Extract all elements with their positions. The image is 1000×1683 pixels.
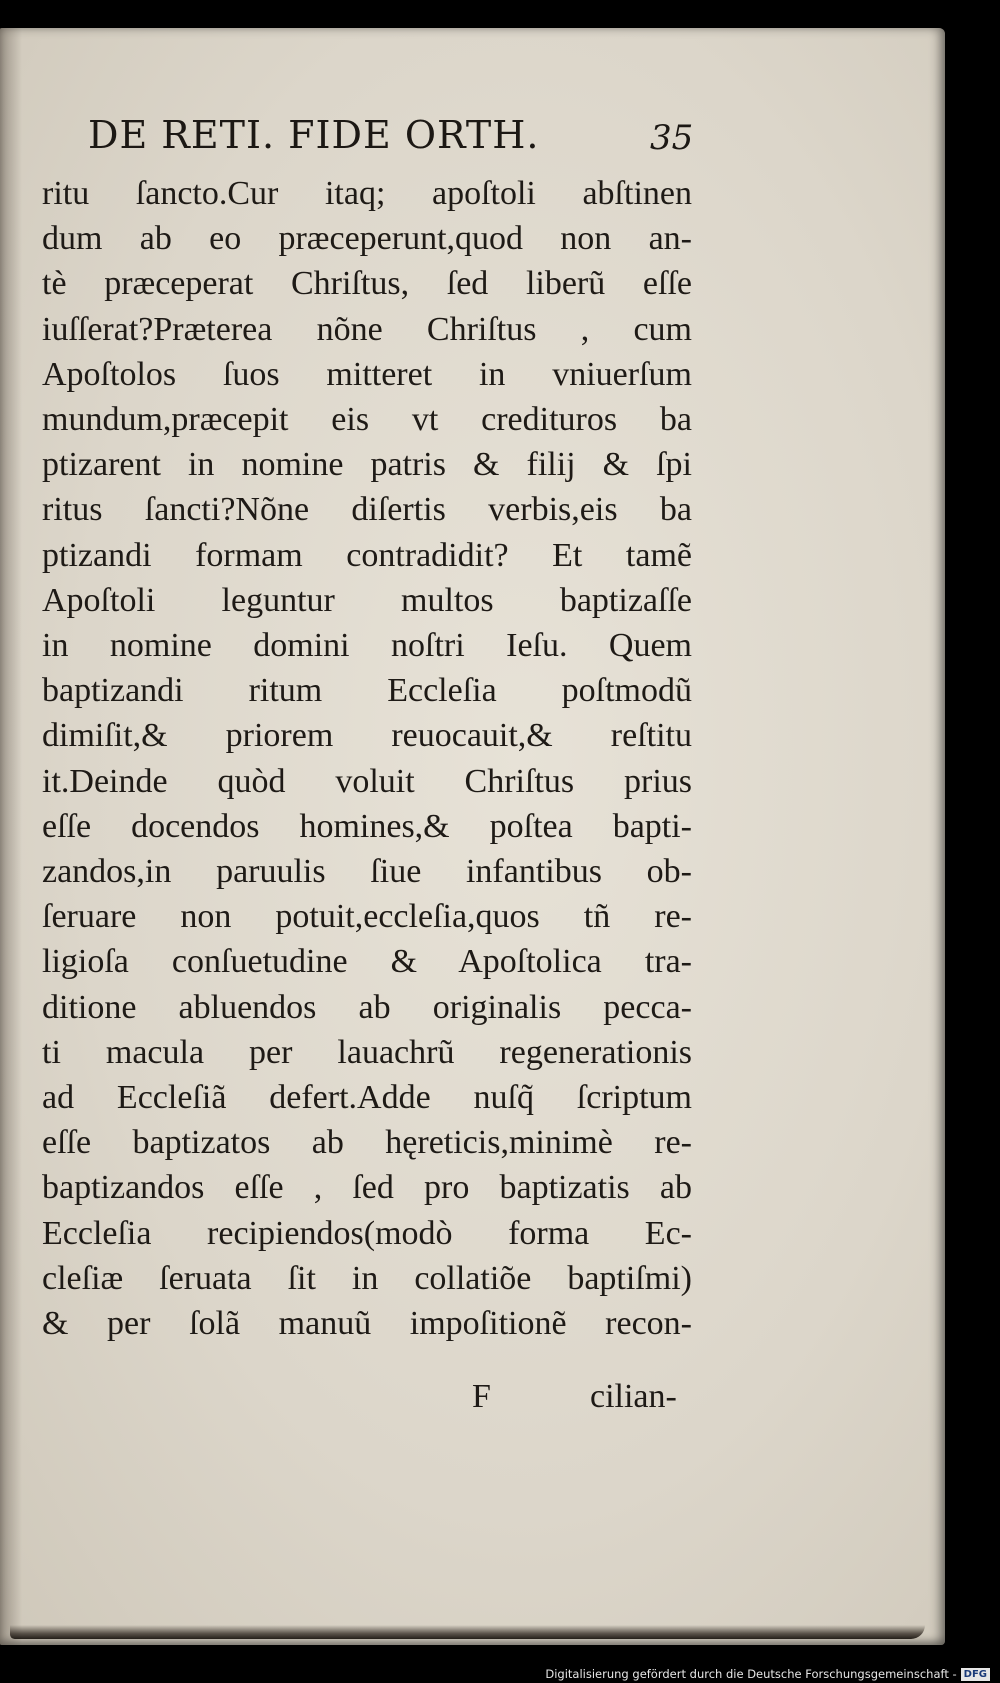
- page-edge-shadow: [10, 1625, 925, 1639]
- text-line: in nomine domini noſtri Ieſu. Quem: [42, 627, 692, 665]
- text-line: iuſſerat?Præterea nõne Chriſtus , cum: [42, 310, 692, 348]
- text-line: mundum,præcepit eis vt credituros ba: [42, 401, 692, 439]
- text-line: ligioſa conſuetudine & Apoſtolica tra-: [42, 943, 692, 981]
- text-line: Apoſtolos ſuos mitteret in vniuerſum: [42, 355, 692, 393]
- text-line: ritus ſancti?Nõne diſertis verbis,eis ba: [42, 491, 692, 529]
- body-text: [42, 171, 692, 1346]
- text-line: it.Deinde quòd voluit Chriſtus prius: [42, 762, 692, 800]
- text-line: ptizandi formam contradidit? Et tamẽ: [42, 536, 692, 574]
- credit-text: Digitalisierung gefördert durch die Deutsche Forschungsgemeinschaft -: [545, 1667, 957, 1681]
- text-line: ditione abluendos ab originalis pecca-: [42, 988, 692, 1026]
- text-line: Apoſtoli leguntur multos baptizaſſe: [42, 581, 692, 619]
- text-line: tè præceperat Chriſtus, ſed liberũ eſſe: [42, 265, 692, 303]
- page-number: 35: [650, 118, 694, 158]
- text-line: ritu ſancto.Cur itaq; apoſtoli abſtinen: [42, 175, 692, 212]
- catchword: cilian-: [590, 1378, 677, 1415]
- text-line: Eccleſia recipiendos(modò forma Ec-: [42, 1214, 692, 1252]
- text-line: eſſe baptizatos ab hęreticis,minimè re-: [42, 1124, 692, 1162]
- text-line: zandos,in paruulis ſiue infantibus ob-: [42, 853, 692, 891]
- text-line: cleſiæ ſeruata ſit in collatiõe baptiſmi): [42, 1259, 692, 1297]
- running-title: DE RETI. FIDE ORTH.: [88, 113, 540, 157]
- text-line: dum ab eo præceperunt,quod non an-: [42, 220, 692, 258]
- digitization-credit: [545, 1667, 990, 1681]
- dfg-logo-icon: DFG: [961, 1668, 990, 1681]
- text-line: eſſe docendos homines,& poſtea bapti-: [42, 807, 692, 845]
- signature-mark: F: [472, 1378, 491, 1415]
- book-page: [0, 28, 945, 1645]
- text-line: ptizarent in nomine patris & filij & ſpi: [42, 446, 692, 484]
- text-line: ſeruare non potuit,eccleſia,quos tñ re-: [42, 898, 692, 936]
- text-line: baptizandos eſſe , ſed pro baptizatis ab: [42, 1169, 692, 1207]
- text-line: ad Eccleſiã defert.Adde nuſq̃ ſcriptum: [42, 1079, 692, 1117]
- text-line: baptizandi ritum Eccleſia poſtmodũ: [42, 672, 692, 710]
- text-line: ti macula per lauachrũ regenerationis: [42, 1033, 692, 1071]
- text-line: & per ſolã manuũ impoſitionẽ recon-: [42, 1305, 692, 1343]
- text-line: dimiſit,& priorem reuocauit,& reſtitu: [42, 717, 692, 755]
